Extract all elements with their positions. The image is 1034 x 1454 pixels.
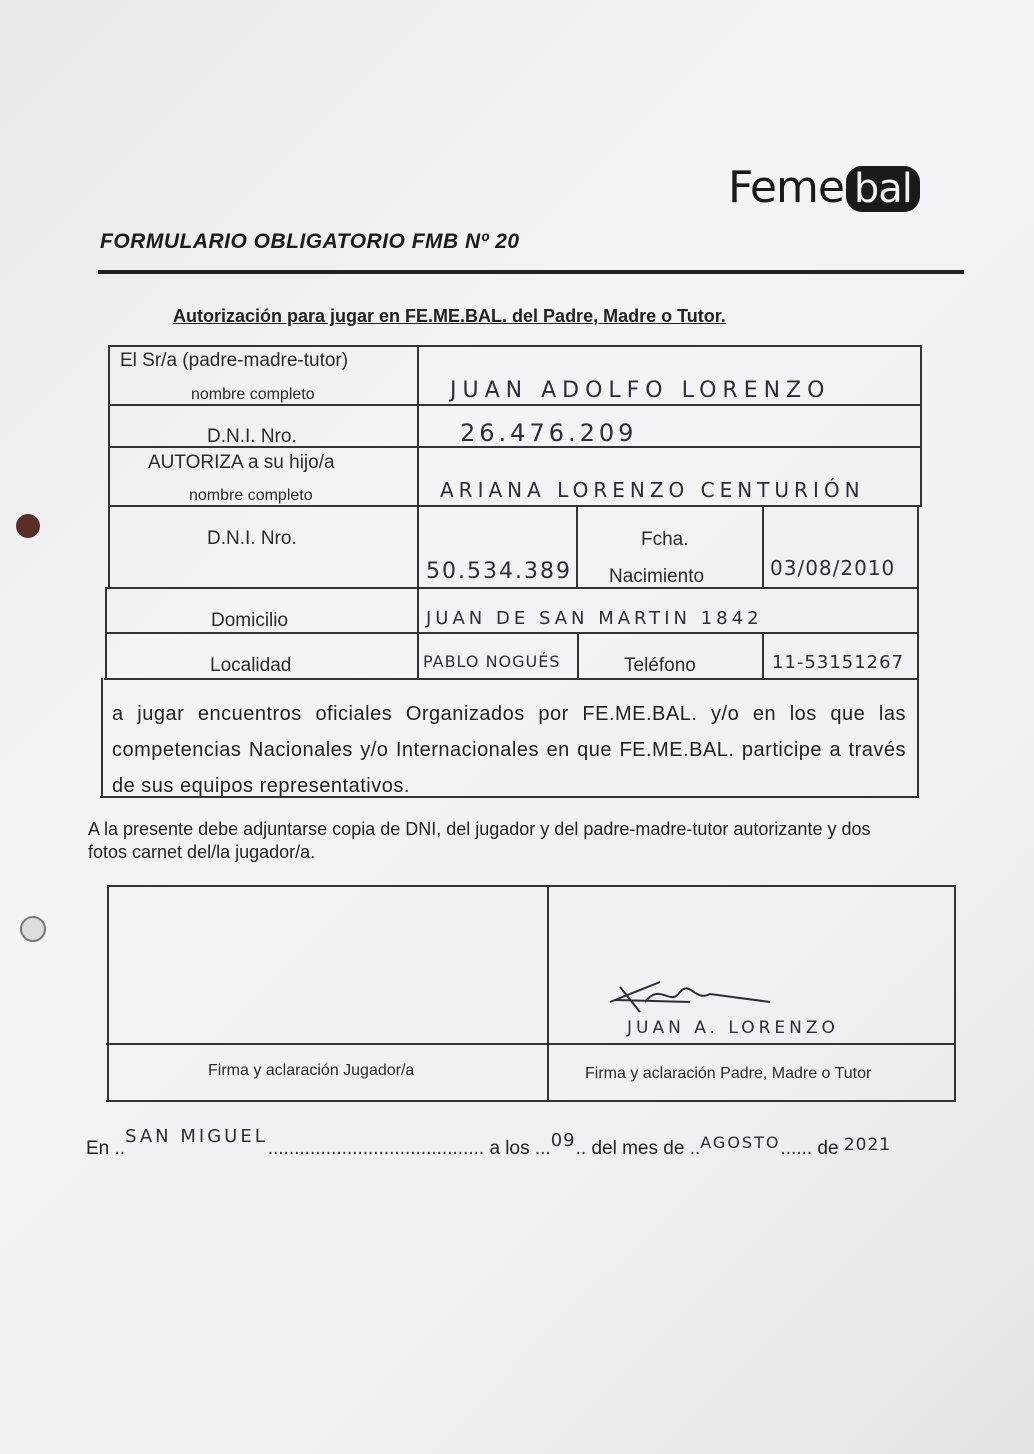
de-label: de bbox=[817, 1138, 839, 1159]
parent-signature-scribble bbox=[600, 972, 780, 1022]
a-los-label: a los bbox=[489, 1138, 530, 1159]
table-border bbox=[105, 587, 107, 680]
dots: .. bbox=[114, 1138, 126, 1159]
sig-border bbox=[108, 885, 956, 887]
parent-name-value: JUAN ADOLFO LORENZO bbox=[450, 378, 831, 403]
table-border bbox=[917, 505, 919, 798]
title-rule bbox=[98, 270, 964, 274]
table-border bbox=[101, 678, 103, 798]
place-date-line bbox=[86, 1126, 892, 1160]
parent-clarification-value: JUAN A. LORENZO bbox=[627, 1018, 839, 1038]
dots: ...... bbox=[780, 1138, 813, 1159]
city-label: Localidad bbox=[210, 655, 292, 676]
phone-value: 11-53151267 bbox=[772, 652, 905, 673]
table-border bbox=[762, 632, 764, 680]
table-border bbox=[108, 505, 920, 507]
punch-hole bbox=[20, 916, 46, 942]
year-value: 2021 bbox=[843, 1135, 892, 1155]
city-value: PABLO NOGUÉS bbox=[423, 652, 561, 671]
dots: ... bbox=[534, 1138, 551, 1159]
table-border bbox=[108, 345, 110, 587]
en-label: En bbox=[86, 1138, 110, 1159]
table-border bbox=[577, 632, 579, 680]
child-label: AUTORIZA a su hijo/a bbox=[148, 452, 335, 473]
dots: .. bbox=[689, 1138, 701, 1159]
phone-label: Teléfono bbox=[624, 655, 696, 676]
sig-border bbox=[107, 885, 109, 1102]
child-dni-label: D.N.I. Nro. bbox=[207, 528, 297, 549]
table-border bbox=[104, 678, 918, 680]
address-label: Domicilio bbox=[211, 610, 289, 631]
table-border bbox=[106, 587, 918, 589]
table-border bbox=[920, 345, 922, 507]
table-border bbox=[417, 345, 419, 680]
attachment-note: A la presente debe adjuntarse copia de DNI, del jugador y del padre-madre-tutor autorizante y dos fotos carnet del/la jugador/a. bbox=[88, 819, 871, 862]
punch-hole bbox=[16, 514, 40, 538]
logo-text: Feme bbox=[728, 162, 844, 213]
parent-label: El Sr/a (padre-madre-tutor) bbox=[120, 350, 349, 371]
parent-dni-label: D.N.I. Nro. bbox=[207, 426, 297, 447]
child-dni-value: 50.534.389 bbox=[426, 559, 572, 584]
form-title: FORMULARIO OBLIGATORIO FMB Nº 20 bbox=[100, 230, 520, 253]
table-border bbox=[108, 345, 922, 347]
parent-dni-value: 26.476.209 bbox=[460, 419, 638, 447]
birth-label-line1: Fcha. bbox=[641, 529, 689, 550]
child-sublabel: nombre completo bbox=[189, 487, 313, 504]
table-border bbox=[108, 404, 922, 406]
sig-border bbox=[547, 885, 549, 1102]
birth-date-value: 03/08/2010 bbox=[770, 556, 896, 580]
authorization-paragraph: a jugar encuentros oficiales Organizados por FE.ME.BAL. y/o en los que las competencias Nacionales y/o Internacionales en que FE.ME.BAL. participe a través de sus equipos representativos. bbox=[112, 703, 906, 797]
child-name-value: ARIANA LORENZO CENTURIÓN bbox=[440, 478, 865, 502]
parent-sublabel: nombre completo bbox=[191, 386, 315, 403]
femebal-logo bbox=[728, 162, 920, 213]
table-border bbox=[762, 505, 764, 589]
table-border bbox=[576, 505, 578, 589]
birth-label-line2: Nacimiento bbox=[609, 566, 705, 587]
dots: .. bbox=[575, 1138, 587, 1159]
table-border bbox=[105, 632, 918, 634]
sig-border bbox=[106, 1043, 956, 1045]
sig-border bbox=[954, 885, 956, 1102]
form-subtitle: Autorización para jugar en FE.ME.BAL. del Padre, Madre o Tutor. bbox=[173, 306, 726, 326]
logo-box-text: bal bbox=[846, 166, 920, 212]
address-value: JUAN DE SAN MARTIN 1842 bbox=[426, 608, 763, 629]
day-value: 09 bbox=[550, 1130, 576, 1151]
del-mes-label: del mes de bbox=[591, 1138, 685, 1159]
parent-signature-label: Firma y aclaración Padre, Madre o Tutor bbox=[585, 1065, 872, 1082]
month-value: AGOSTO bbox=[700, 1133, 781, 1152]
sig-border bbox=[106, 1100, 954, 1102]
place-value: SAN MIGUEL bbox=[125, 1126, 268, 1147]
dots: ......................................... bbox=[267, 1138, 485, 1159]
player-signature-label: Firma y aclaración Jugador/a bbox=[208, 1062, 415, 1079]
